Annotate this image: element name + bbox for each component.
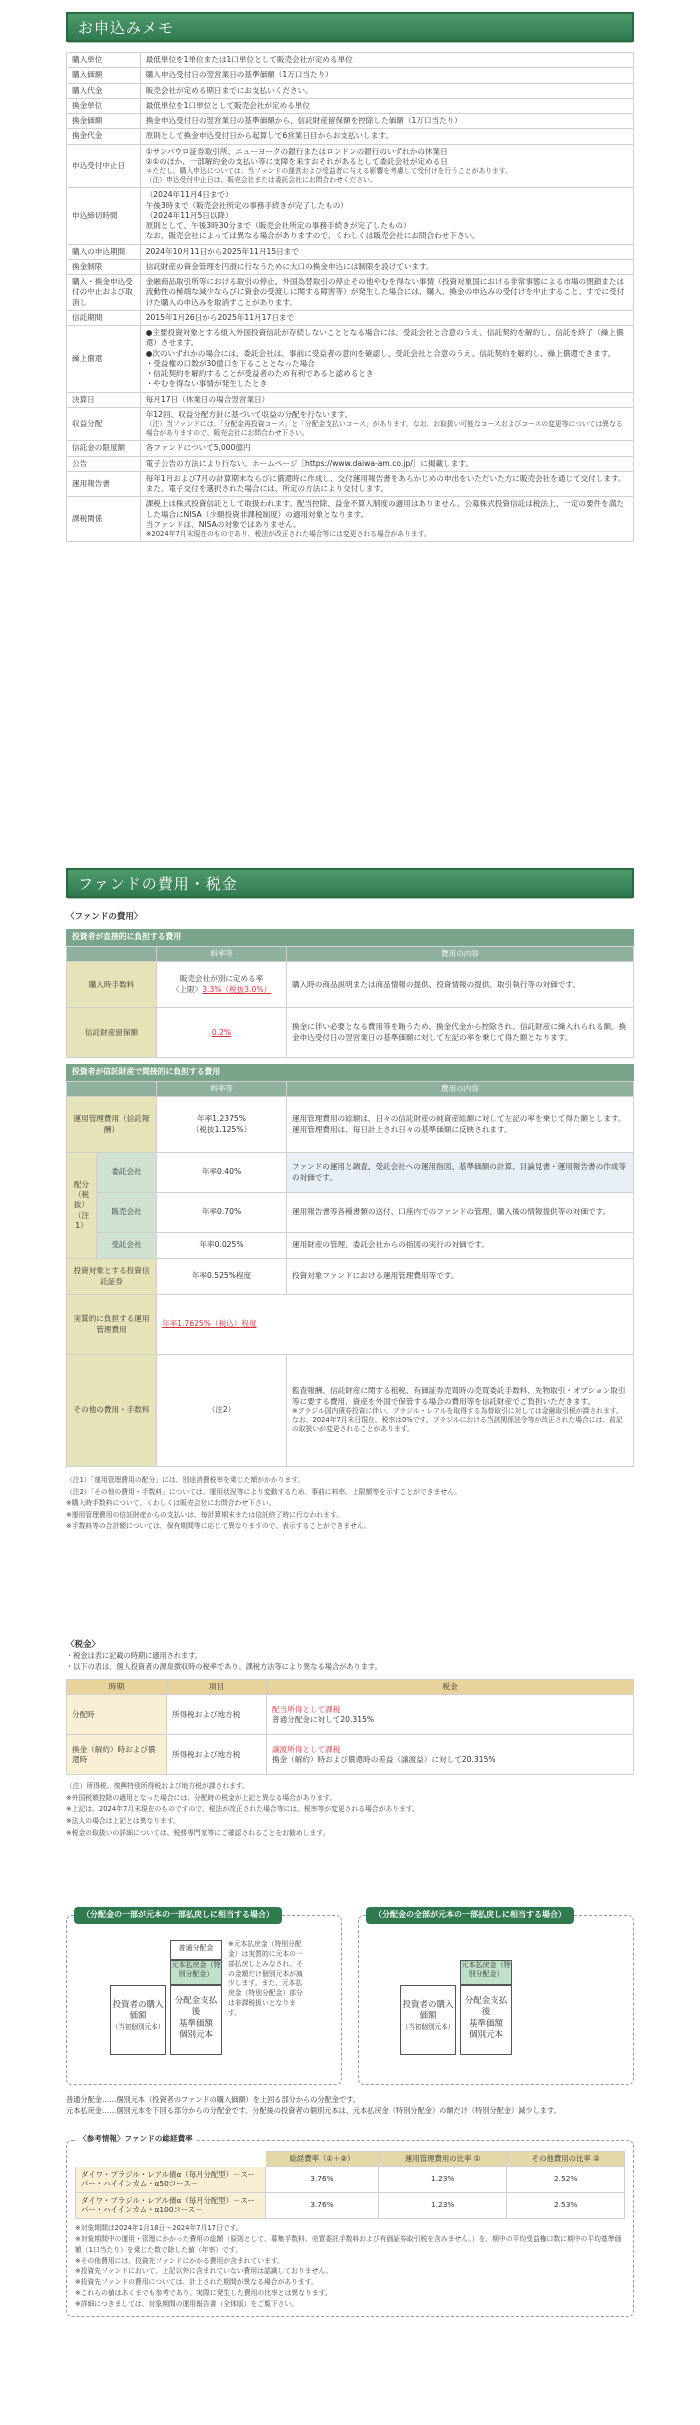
memo-label: 換金価額 [67, 114, 141, 129]
other-label: その他の費用・手数料 [67, 1355, 157, 1467]
memo-value: 信託財産の資金管理を円滑に行なうために大口の換金申込には制限を設けています。 [140, 259, 633, 274]
memo-value: ●主要投資対象とする組入外国投資信託が存続しないこととなる場合には、受託会社と合意のうえ、信託契約を解約し、信託を終了（繰上償還）させます。 ●次のいずれかの場合には、委託会社は、事前に受益者の意向を確認し、受託会社と合意のうえ、信託契約を解約し、繰上償還できます。 ・受益権の口数が30億口を下ることとなった場合 ・信託契約を解約することが受益者のため有利であると認めるとき ・やむを得ない事情が発生したとき [140, 326, 633, 393]
left-after-box: 分配金支払後 基準価額 個別元本 [170, 1985, 222, 2055]
memo-row [67, 456, 634, 471]
note-line: ※これらの値はあくまでも参考であり、実際に発生した費用の比率とは異なります。 [75, 2289, 332, 2298]
memo-row [67, 244, 634, 259]
memo-label: 購入・換金申込受付の中止および取消し [67, 275, 141, 311]
note-line: ※税金の取扱いの詳細については、税務専門家等にご確認されることをお勧めします。 [66, 1828, 330, 1837]
memo-row [67, 129, 634, 144]
memo-value: 最低単位を1口単位として販売会社が定める単位 [140, 98, 633, 113]
memo-value: 原則として換金申込受付日から起算して6営業日目からお支払いします。 [140, 129, 633, 144]
memo-value: 課税上は株式投資信託として取扱われます。配当控除、益金不算入制度の適用はありません。公募株式投資信託は税法上、一定の要件を満たした場合にNISA（少額投資非課税制度）の適用対象となります。 当ファンドは、NISAの対象ではありません。 ※2024年7月末現在のものであり、税法が改正された場合等には変更される場合があります。 [140, 497, 633, 542]
fee-notes [66, 1475, 634, 1533]
memo-label: 購入価額 [67, 68, 141, 83]
diagram-legend: 普通分配金……個別元本（投資者のファンドの購入価額）を上回る部分からの分配金です。 元本払戻金……個別元本を下回る部分からの分配金です。分配後の投資者の個別元本は、元本払戻金（特別分配金）の額だけ（特別分配金）減少します。 [66, 2095, 561, 2115]
memo-label: 申込受付中止日 [67, 144, 141, 188]
mgmt-fee-content: 運用管理費用の総額は、日々の信託財産の純資産総額に対して左記の率を乗じて得た額とします。運用管理費用は、毎日計上され日々の基準価額に反映されます。 [287, 1097, 634, 1153]
tax-section: 〈税金〉 ・税金は表に記載の時期に適用されます。 ・以下の表は、個人投資者の源泉徴収時の税率であり、課税方法等により異なる場合があります。 時期 項目 税金 分配時 所得税および地方税 配当所得として課税 普通分配金に対して20.315% 換金（解約）時および償還時 所得税および地方税 譲渡所得として課税 換金（解約）時および償還時の差益（譲渡益）に対して20.315% （注）所得税、復興特別所得税および地方税が課されます。 ※外国税額控除の適用となった場合には、分配時の税金が上記と異なる場合があります。 ※上記は、2024年7月末現在のものですので、税法が改正された場合等には、税率等が変更される場合があります。 ※法人の場合は上記とは異なります。 ※税金の取扱いの詳細については、税務専門家等にご確認されることをお勧めします。 [66, 1640, 634, 1839]
left-investor-box: 投資者の購入価額 （当初個別元本） [110, 1985, 166, 2055]
fees-subtitle: 〈ファンドの費用〉 [66, 912, 143, 922]
note-line: ※その他費用には、投資先ファンドにかかる費用が含まれています。 [75, 2256, 284, 2265]
note-line: ※対象期間中の運用・管理にかかった費用の総額（原則として、募集手数料、売買委託手数料および有価証券取引税を含みません。）を、期中の平均受益権口数に期中の平均基準価額（1口当たり）を乗じた数で除した値（年率）です。 [75, 2234, 622, 2254]
note-line: ※手数料等の合計額については、保有期間等に応じて異なりますので、表示することができません。 [66, 1522, 371, 1531]
memo-row [67, 275, 634, 311]
memo-row [67, 114, 634, 129]
memo-value: （2024年11月4日まで） 午後3時まで（販売会社所定の事務手続きが完了したもの） （2024年11月5日以降） 原則として、午後3時30分まで（販売会社所定の事務手続きが完了したもの） なお、販売会社によっては異なる場合がありますので、くわしくは販売会社にお問合わせ下さい。 [140, 188, 633, 244]
memo-label: 購入の申込期間 [67, 244, 141, 259]
memo-row [67, 83, 634, 98]
memo-label: 換金代金 [67, 129, 141, 144]
alloc-label-2: 受託会社 [97, 1233, 157, 1259]
direct-cost-bar: 投資者が直接的に負担する費用 [66, 929, 634, 946]
memo-label: 信託金の限度額 [67, 441, 141, 456]
diagram-right-title: （分配金の全部が元本の一部払戻しに相当する場合） [366, 1907, 574, 1924]
retention-content: 換金に伴い必要となる費用等を賄うため、換金代金から控除され、信託財産に繰入れられる額。換金申込受付日の翌営業日の基準価額に対して左記の率を乗じて得た額となります。 [287, 1008, 634, 1058]
tax-notes [66, 1781, 634, 1839]
memo-row [67, 53, 634, 68]
actual-rate: 年率1.7625%（税込）程度 [157, 1295, 634, 1355]
mgmt-fee-rate: 年率1.2375% （税抜1.125%） [157, 1097, 287, 1153]
memo-row [67, 392, 634, 407]
note-line: ※詳細につきましては、対象期間の運用報告書（全体版）をご覧下さい。 [75, 2300, 299, 2309]
right-after-box: 分配金支払後 基準価額 個別元本 [460, 1985, 512, 2055]
memo-label: 購入単位 [67, 53, 141, 68]
right-return-dist: 元本払戻金（特別分配金） [460, 1960, 512, 1985]
memo-value: 最低単位を1単位または1口単位として販売会社が定める単位 [140, 53, 633, 68]
memo-row [67, 407, 634, 441]
note-line: （注）所得税、復興特別所得税および地方税が課されます。 [66, 1782, 249, 1791]
retention-label: 信託財産留保額 [67, 1008, 157, 1058]
memo-value: 換金申込受付日の翌営業日の基準価額から、信託財産留保額を控除した価額（1万口当たり） [140, 114, 633, 129]
ratio-notes [75, 2223, 625, 2310]
memo-value: 毎年1月および7月の計算期末ならびに償還時に作成し、交付運用報告書をあらかじめの申出をいただいた方に販売会社を通じて交付します。また、電子交付を選択された場合には、所定の方法により交付します。 [140, 471, 633, 497]
ratio-box [66, 2134, 634, 2317]
memo-value: 購入申込受付日の翌営業日の基準価額（1万口当たり） [140, 68, 633, 83]
memo-label: 購入代金 [67, 83, 141, 98]
memo-row [67, 68, 634, 83]
right-investor-box: 投資者の購入価額 （当初個別元本） [400, 1985, 456, 2055]
alloc-label: 配分（税抜）（注1） [67, 1153, 97, 1259]
memo-label: 課税関係 [67, 497, 141, 542]
note-line: ※外国税額控除の適用となった場合には、分配時の税金が上記と異なる場合があります。 [66, 1793, 337, 1802]
direct-cost-table [66, 946, 634, 1058]
memo-value: 販売会社が定める期日までにお支払いください。 [140, 83, 633, 98]
purchase-fee-rate: 販売会社が別に定める率 〈上限〉3.3%（税抜3.0%） [157, 962, 287, 1008]
note-line: ※法人の場合は上記とは異なります。 [66, 1816, 180, 1825]
memo-heading: お申込みメモ [66, 12, 634, 42]
purchase-fee-content: 購入時の商品説明または商品情報の提供、投資情報の提供、取引執行等の対価です。 [287, 962, 634, 1008]
memo-row [67, 326, 634, 393]
memo-label: 信託期間 [67, 310, 141, 325]
memo-label: 公告 [67, 456, 141, 471]
memo-value: 各ファンドについて5,000億円 [140, 441, 633, 456]
left-return-dist: 元本払戻金（特別分配金） [170, 1960, 222, 1985]
ratio-title: 〈参考情報〉ファンドの総経費率 [75, 2134, 197, 2144]
note-line: ※購入時手数料について、くわしくは販売会社にお問合わせ下さい。 [66, 1499, 276, 1508]
alloc-label-1: 販売会社 [97, 1193, 157, 1233]
left-normal-dist: 普通分配金 [170, 1940, 222, 1960]
note-line: （注1）「運用管理費用の配分」には、別途消費税率を乗じた額がかかります。 [66, 1476, 305, 1484]
memo-table [66, 52, 634, 542]
memo-value: 電子公告の方法により行ない、ホームページ［https://www.daiwa-am.co.jp/］に掲載します。 [140, 456, 633, 471]
indirect-cost-table: 料率等 費用の内容 運用管理費用（信託報酬） 年率1.2375% （税抜1.125%） 運用管理費用の総額は、日々の信託財産の純資産総額に対して左記の率を乗じて得た額とします。運用管理費用は、毎日計上され日々の基準価額に反映されます。 配分（税抜）（注1） 委託会社 年率0.40% ファンドの運用と調査、受託会社への運用指図、基準価額の計算、目論見書・運用報告書の作成等の対価です。 販売会社 年率0.70% 運用報告書等各種書類の送付、口座内でのファンドの管理、購入後の情報提供等の対価です。 受託会社 年率0.025% 運用財産の管理、委託会社からの指図の実行の対価です。 投資対象とする投資信託証券 年率0.525%程度 投資対象ファンドにおける運用管理費用等です。 実質的に負担する運用管理費用 年率1.7625%（税込）程度 その他の費用・手数料 （注2） 監査報酬、信託財産に関する租税、有価証券売買時の売買委託手数料、先物取引・オプション取引等に要する費用、資産を外国で保管する場合の費用等を信託財産でご負担いただきます。 ※ブラジル国内債券投資に伴い、ブラジル・レアルを取得する為替取引に対しては金融取引税が課されます。なお、2024年7月末日現在、税率は0%です。ブラジルにおける当該関係法令等が改正された場合には、前記の取扱いが変更されることがあります。 [66, 1081, 634, 1467]
note-line: ※対象期間は2024年1月18日～2024年7月17日です。 [75, 2223, 243, 2232]
alloc-label-0: 委託会社 [97, 1153, 157, 1193]
col-rate: 料率等 [157, 946, 287, 961]
tax-subtitle: 〈税金〉 [66, 1640, 101, 1650]
fees-heading: ファンドの費用・税金 [66, 868, 634, 898]
memo-row [67, 259, 634, 274]
memo-row [67, 497, 634, 542]
memo-label: 換金制限 [67, 259, 141, 274]
target-label: 投資対象とする投資信託証券 [67, 1259, 157, 1295]
memo-value: ①サンパウロ証券取引所、ニューヨークの銀行またはロンドンの銀行のいずれかの休業日 ②①のほか、一部解約金の支払い等に支障を来すおそれがあるとして委託会社が定める日 ＊ただし、購入申込については、当ファンドの運営および受益者に与える影響を考慮して受付けを行うことがあります。 （注）申込受付中止日は、販売会社または委託会社にお問合わせください。 [140, 144, 633, 188]
diagram-left-title: （分配金の一部が元本の一部払戻しに相当する場合） [74, 1907, 282, 1924]
memo-label: 収益分配 [67, 407, 141, 441]
actual-label: 実質的に負担する運用管理費用 [67, 1295, 157, 1355]
memo-value: 毎月17日（休業日の場合翌営業日） [140, 392, 633, 407]
memo-label: 換金単位 [67, 98, 141, 113]
ratio-table: 総経費率（①＋②） 運用管理費用の比率 ① その他費用の比率 ② ダイワ・ブラジル・レアル債α（毎月分配型）－スーパー・ハイインカム・α50コース－ 3.76% 1.23% 2.52% ダイワ・ブラジル・レアル債α（毎月分配型）－スーパー・ハイインカム・α100コース－ 3.76% 1.23% 2.53% [75, 2151, 625, 2219]
memo-label: 運用報告書 [67, 471, 141, 497]
memo-row [67, 471, 634, 497]
purchase-fee-label: 購入時手数料 [67, 962, 157, 1008]
memo-value: 金融商品取引所等における取引の停止、外国為替取引の停止その他やむを得ない事情（投資対象国における非常事態による市場の閉鎖または流動性の極端な減少ならびに資金の受渡しに関する障害等）が発生した場合には、購入、換金の申込みの受付けを中止すること、すでに受付けた購入の申込みを取消すことがあります。 [140, 275, 633, 311]
fees-section [66, 912, 634, 1533]
note-line: （注2）「その他の費用・手数料」については、運用状況等により変動するため、事前に料率、上限額等を示すことができません。 [66, 1487, 462, 1496]
retention-rate: 0.2% [157, 1008, 287, 1058]
col-content: 費用の内容 [287, 946, 634, 961]
memo-row [67, 98, 634, 113]
memo-label: 繰上償還 [67, 326, 141, 393]
memo-row [67, 144, 634, 188]
memo-label: 決算日 [67, 392, 141, 407]
note-line: ※上記は、2024年7月末現在のものですので、税法が改正された場合等には、税率等が変更される場合があります。 [66, 1805, 419, 1814]
note-line: ※投資先ファンドにおいて、上記以外に含まれていない費用は認識しておりません。 [75, 2267, 333, 2276]
memo-row [67, 441, 634, 456]
memo-value: 2015年1月26日から2025年11月17日まで [140, 310, 633, 325]
memo-row [67, 310, 634, 325]
indirect-cost-bar: 投資者が信託財産で間接的に負担する費用 [66, 1064, 634, 1081]
tax-table: 時期 項目 税金 分配時 所得税および地方税 配当所得として課税 普通分配金に対して20.315% 換金（解約）時および償還時 所得税および地方税 譲渡所得として課税 換金（解約）時および償還時の差益（譲渡益）に対して20.315% [66, 1679, 634, 1775]
memo-value: 2024年10月11日から2025年11月15日まで [140, 244, 633, 259]
memo-label: 申込締切時間 [67, 188, 141, 244]
memo-value: 年12回、収益分配方針に基づいて収益の分配を行ないます。 （注）当ファンドには、「分配金再投資コース」と「分配金支払いコース」があります。なお、お取扱い可能なコースおよびコースの変更等については異なる場合がありますので、販売会社にお問合わせ下さい。 [140, 407, 633, 441]
note-line: ※運用管理費用の信託財産からの支払いは、毎計算期末または信託終了時に行なわれます。 [66, 1510, 344, 1519]
note-line: ※投資先ファンドの費用については、計上された期間が異なる場合があります。 [75, 2278, 318, 2287]
mgmt-fee-label: 運用管理費用（信託報酬） [67, 1097, 157, 1153]
memo-row [67, 188, 634, 244]
left-side-note: ※元本払戻金（特別分配金）は実質的に元本の一部払戻しとみなされ、その金額だけ個別元本が減少します。また、元本払戻金（特別分配金）部分は非課税扱いとなります。 [228, 1940, 304, 2017]
